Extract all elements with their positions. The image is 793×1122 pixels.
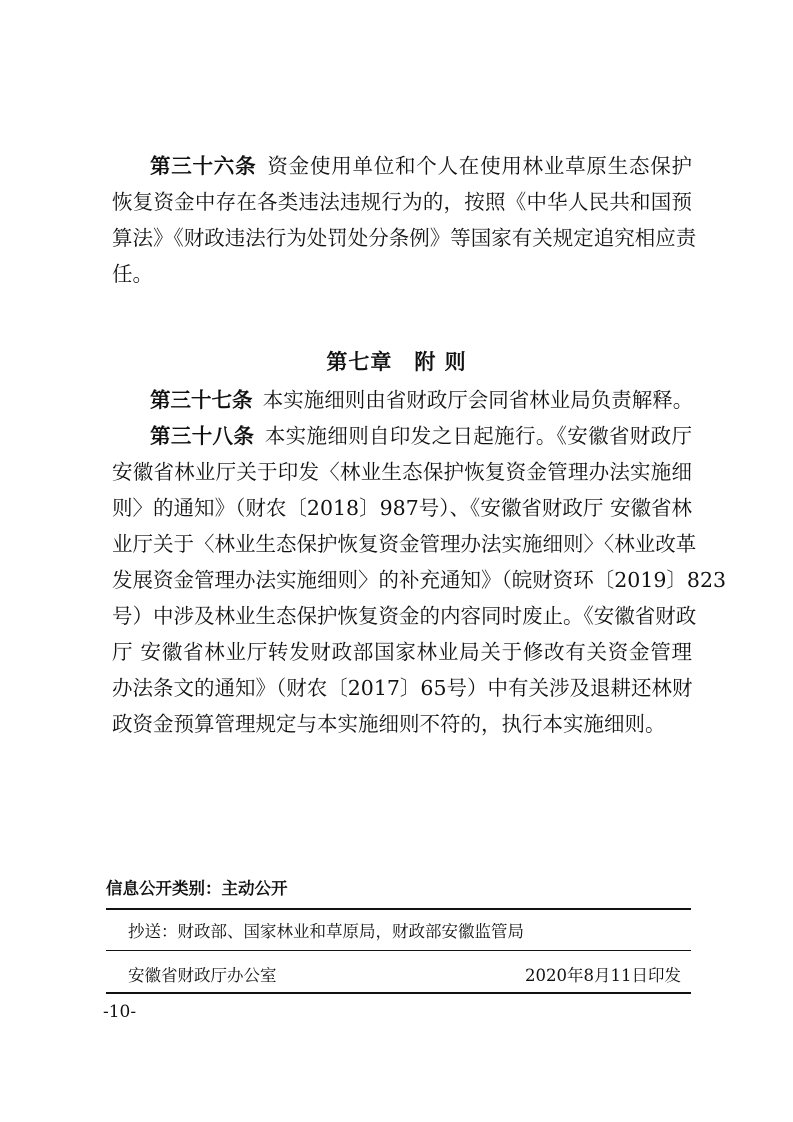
page-number: -10- — [103, 1002, 137, 1022]
article-38-line-7: 厅 安徽省林业厅转发财政部国家林业局关于修改有关资金管理 — [112, 640, 692, 664]
issuing-office: 安徽省财政厅办公室 — [128, 966, 277, 985]
article-38-line-2: 安徽省林业厅关于印发〈林业生态保护恢复资金管理办法实施细 — [112, 460, 692, 484]
article-37-text-1: 本实施细则由省财政厅会同省林业局负责解释。 — [262, 388, 694, 412]
article-37-heading: 第三十七条 — [150, 388, 253, 412]
article-38-line-3: 则〉的通知》（财农〔2018〕987号）、《安徽省财政厅 安徽省林 — [112, 496, 692, 520]
info-disclosure-category: 信息公开类别：主动公开 — [106, 879, 288, 898]
article-38-line-9: 政资金预算管理规定与本实施细则不符的，执行本实施细则。 — [112, 712, 666, 736]
colophon-middle-rule — [106, 950, 691, 951]
article-38-text-1: 本实施细则自印发之日起施行。《安徽省财政厅 — [264, 424, 693, 448]
article-38-heading: 第三十八条 — [150, 424, 255, 448]
colophon-bottom-rule — [106, 992, 691, 994]
article-36-line-1 — [150, 148, 692, 184]
article-36-line-3: 算法》《财政违法行为处罚处分条例》等国家有关规定追究相应责 — [112, 226, 697, 250]
article-36-heading: 第三十六条 — [150, 154, 257, 178]
issue-date: 2020年8月11日印发 — [525, 966, 681, 985]
chapter-heading: 第七章 附 则 — [326, 349, 467, 374]
article-36-line-2: 恢复资金中存在各类违法违规行为的，按照《中华人民共和国预 — [112, 190, 692, 214]
article-38-line-4: 业厅关于〈林业生态保护恢复资金管理办法实施细则〉〈林业改革 — [112, 532, 697, 556]
article-38-line-1 — [150, 418, 692, 454]
cc-recipients: 抄送：财政部、国家林业和草原局，财政部安徽监管局 — [128, 922, 524, 941]
article-38-line-6: 号）中涉及林业生态保护恢复资金的内容同时废止。《安徽省财政 — [112, 604, 697, 628]
article-38-line-5: 发展资金管理办法实施细则〉的补充通知》（皖财资环〔2019〕823 — [112, 568, 727, 592]
article-37-line-1 — [150, 382, 692, 418]
article-36-text-1: 资金使用单位和个人在使用林业草原生态保护 — [266, 154, 693, 178]
article-36-line-4: 任。 — [112, 262, 153, 286]
colophon-top-rule — [106, 908, 691, 910]
article-38-line-8: 办法条文的通知》（财农〔2017〕65号）中有关涉及退耕还林财 — [112, 676, 693, 700]
